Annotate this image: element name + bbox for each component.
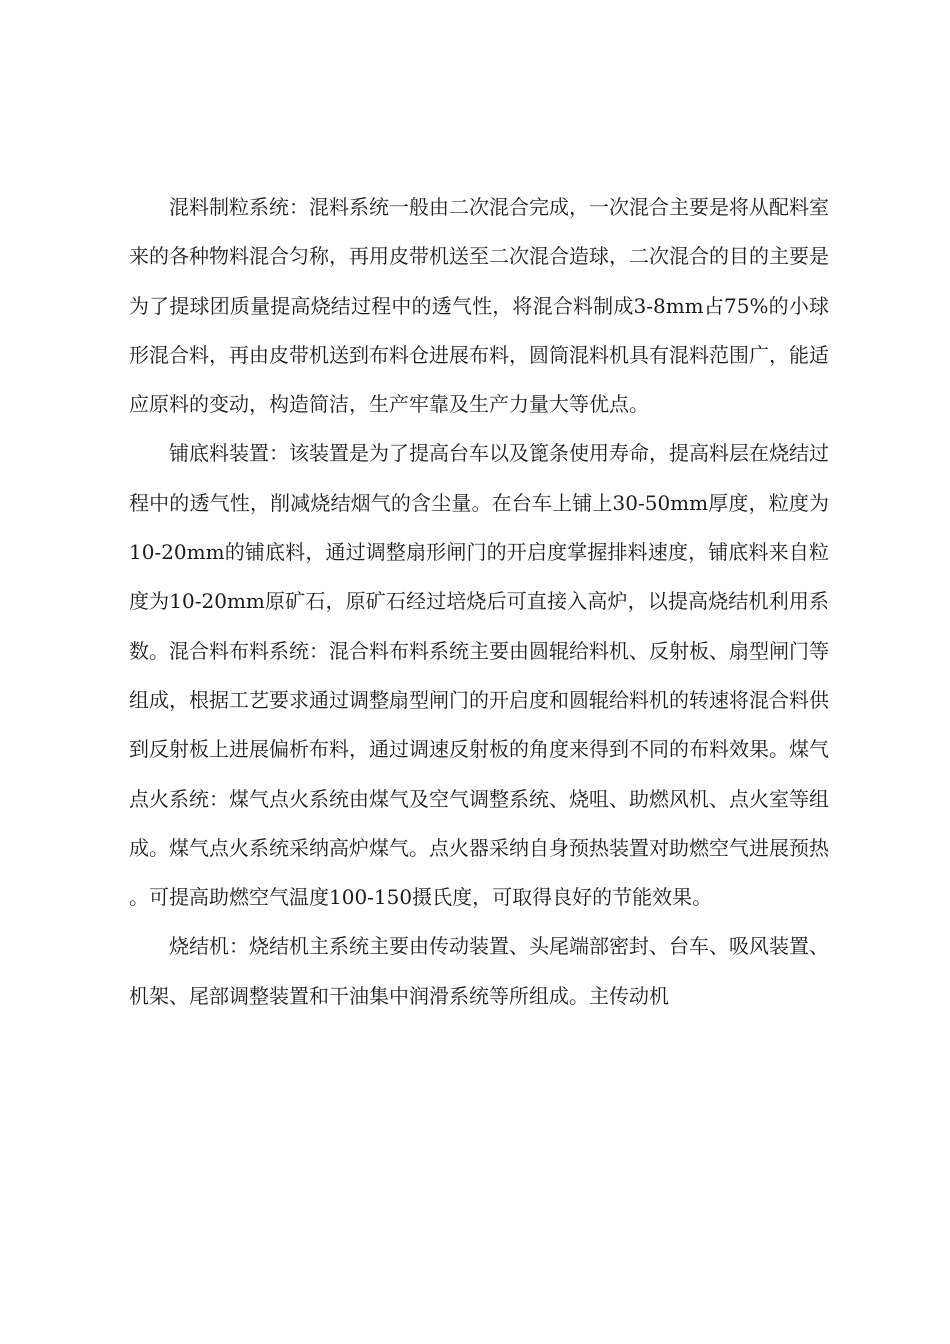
document-body	[129, 183, 829, 1021]
paragraph-mixing-granulation: 混料制粒系统：混料系统一般由二次混合完成，一次混合主要是将从配料室来的各种物料混合匀称，再用皮带机送至二次混合造球，二次混合的目的主要是为了提球团质量提高烧结过程中的透气性，将混合料制成3-8mm占75%的小球形混合料，再由皮带机送到布料仓进展布料，圆筒混料机具有混料范围广，能适应原料的变动，构造简洁，生产牢靠及生产力量大等优点。	[129, 195, 829, 417]
paragraph-sintering-machine: 烧结机：烧结机主系统主要由传动装置、头尾端部密封、台车、吸风装置、机架、尾部调整装置和干油集中润滑系统等所组成。主传动机	[129, 934, 829, 1008]
paragraph-bedding-material: 铺底料装置：该装置是为了提高台车以及篦条使用寿命，提高料层在烧结过程中的透气性，削减烧结烟气的含尘量。在台车上铺上30-50mm厚度，粒度为10-20mm的铺底料，通过调整扇形闸门的开启度掌握排料速度，铺底料来自粒度为10-20mm原矿石，原矿石经过培烧后可直接入高炉，以提高烧结机利用系数。混合料布料系统：混合料布料系统主要由圆辊给料机、反射板、扇型闸门等组成，根据工艺要求通过调整扇型闸门的开启度和圆辊给料机的转速将混合料供到反射板上进展偏析布料，通过调速反射板的角度来得到不同的布料效果。煤气点火系统：煤气点火系统由煤气及空气调整系统、烧咀、助燃风机、点火室等组成。煤气点火系统采纳高炉煤气。点火器采纳自身预热装置对助燃空气进展预热。可提高助燃空气温度100-150摄氏度，可取得良好的节能效果。	[129, 441, 829, 910]
